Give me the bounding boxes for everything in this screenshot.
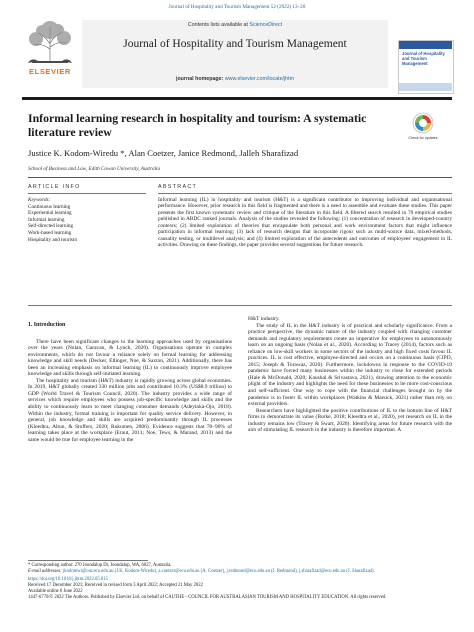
keyword: Work-based learning [28, 229, 72, 236]
abstract-text: Informal learning (IL) in hospitality and tourism (H&T) is a significant contributor to improving individual and organisational performance. However, prior research in this field is fragmented and there is a need to assemble and evaluate these studies. This paper presents the first known systematic review and critique of the literature in this field. A filtered search resulted in 70 empirical studies published in ABDC ranked journals. Analysis of the studies revealed the following: (1) concentration of research in developed-country contexts; (2) limited exploration of theories that encapsulate both personal and work environment factors that might influence participation in informal learning; (3) lack of research designs that incorporate rigour such as multi-source data, mixed-methods, causality testing, or multilevel analysis; and (4) limited exploration of the antecedents and outcomes of employees' engagement in IL activities. Drawing on these findings, the paper provides several suggestions for future research. [158, 197, 452, 249]
affiliation: School of Business and Law, Edith Cowan University, Australia [28, 166, 161, 172]
section-title: 1. Introduction [28, 322, 66, 328]
homepage-link[interactable]: www.elsevier.com/locate/jhtm [224, 76, 295, 82]
sciencedirect-link[interactable]: ScienceDirect [249, 22, 283, 28]
running-header: Journal of Hospitality and Tourism Management 52 (2022) 13–20 [168, 4, 306, 10]
homepage-prefix: journal homepage: [175, 76, 225, 82]
body-paragraph: The study of IL in the H&T industry is of practical and scholarly significance. From a practice perspective, the dynamic nature of the industry coupled with changing customer demands and regulatory requirements create an imperative for employees to autonomously learn on an ongoing basis (Nolan et al., 2020). According to Tracey (2014), factors such as reliance on low-skill workers in some sectors of the industry and high fixed costs favour IL practices. IL is cost effective, employee-directed and occurs on a continuous basis (CIPD, 2015; Joseph & Torawaz, 2020). Furthermore, lockdowns in response to the COVID-19 pandemic have forced many businesses within the industry to close for extended periods (Hale & McDonald, 2020; Kaushal & Srivastava, 2021), drawing attention to the economic plight of the industry and highlights the need for these businesses to be more cost-conscious and self-sufficient. One way to cope with the financial challenges brought on by the pandemic is to foster IL within workplaces (Watkins & Marsick, 2021) rather than rely on external providers. [248, 322, 452, 408]
copyright: 1447-6770/© 2022 The Authors. Published by Elsevier Ltd. on behalf of CAUTHE - COUNCIL FOR AUSTRALASIAN TOURISM AND HOSPITALITY EDUCATION. All rights reserved. [28, 595, 387, 601]
keyword: Continuous learning [28, 203, 71, 210]
abstract-heading: ABSTRACT [158, 184, 198, 190]
body-paragraph: Researchers have highlighted the positive contributions of IL to the bottom line of H&T firms to demonstrate its value (Burke, 2018; Kleedtra et al., 2020), yet research on IL in the industry remains low (Tracey & Swart, 2020). Identifying areas for future research with the aim of stimulating IL research in the industry is therefore important. A [248, 407, 452, 434]
cover-bottom-band [399, 83, 452, 91]
email-links[interactable]: jkodomwi@our.ecu.edu.au (J.K. Kodom-Wiredu), a.coetzer@ecu.edu.au (A. Coetzer), j.redmond@ecu.edu.au (J. Redmond), j.sharafizad@ecu.edu.au (J. Sharafizad). [62, 569, 375, 575]
abstract-end-rule [28, 305, 452, 306]
keyword: Self-directed learning [28, 223, 74, 230]
keyword: Experiential learning [28, 210, 72, 217]
keyword: Hospitality and tourism [28, 236, 77, 243]
footnotes [28, 563, 452, 602]
abstract-rule [158, 193, 452, 194]
elsevier-tree-logo [22, 17, 78, 67]
elsevier-wordmark: ELSEVIER [29, 67, 71, 76]
article-info-heading: ARTICLE INFO [28, 184, 81, 190]
crossmark-label[interactable]: Check for updates [408, 136, 438, 140]
email-addresses [28, 569, 452, 575]
body-column-left [28, 316, 232, 443]
contents-availability [82, 22, 388, 28]
crossmark-icon[interactable] [412, 112, 434, 134]
keywords-label: Keywords: [28, 197, 51, 203]
available-online: Available online 6 June 2022 [28, 589, 83, 595]
article-title: Informal learning research in hospitality and tourism: A systematic literature review [28, 111, 367, 139]
keyword: Informal learning [28, 216, 65, 223]
footnote-rule [28, 560, 148, 561]
cover-title: Journal of Hospitality and Tourism Management [402, 51, 445, 66]
body-paragraph: There have been significant changes to the learning approaches used by organisations over the years (Nolan, Garavan, & Lynch, 2020). Organisations operate in complex environments, which do not favour a reliance solely on formal learning for addressing knowledge and skill needs (Decker, Ellinger, Noe, & Saxton, 2021). Additionally, there has been an increasing emphasis on informal learning (IL) to continuously improve employee knowledge and skills through self-initiated learning. [28, 338, 232, 378]
journal-title[interactable]: Journal of Hospitality and Tourism Management [123, 38, 347, 50]
email-label: E-mail addresses: [28, 569, 63, 575]
doi-url[interactable]: https://doi.org/10.1016/j.jhtm.2022.05.015 [28, 577, 108, 583]
body-paragraph: The hospitality and tourism (H&T) industry is rapidly growing across global economies. In 2019, H&T globally created 330 million jobs and contributed 10.3% (US$8.9 trillion) to GDP (World Travel & Tourism Council, 2020). The industry provides a wide range of services which require employees who possess job-specific knowledge and skills and the ability to continuously learn to meet changing consumer demands (Adeyinka-Ojo, 2018). Within the industry, formal training is important for quality service delivery. However, in general, job knowledge and skills are acquired predominantly through IL processes (Kleedtra, Altun, & Stoffers, 2020; Rukumen, 2006). Evidence suggests that 70–90% of learning takes place at the workplace (Eraut, 2011; Noe, Tews, & Marand, 2013) and the same would be true for employee learning in the [28, 377, 232, 443]
header-rule [22, 97, 452, 100]
contents-prefix: Contents lists available at [187, 22, 250, 28]
keywords-block [28, 197, 146, 243]
journal-homepage [82, 76, 388, 82]
body-paragraph: H&T industry. [248, 316, 280, 322]
front-matter-rule [28, 177, 452, 178]
author-list: Justice K. Kodom-Wiredu *, Alan Coetzer, Janice Redmond, Jalleh Sharafizad [28, 148, 299, 158]
article-info-rule [28, 193, 146, 194]
body-column-right [248, 316, 452, 434]
cover-top-band [399, 41, 452, 49]
article-history: Received 17 December 2021; Received in revised form 3 April 2022; Accepted 21 May 2022 [28, 583, 203, 589]
corresponding-author-note: * Corresponding author. 270 Joondalup Dr, Joondalup, WA, 6027, Australia. [28, 563, 172, 568]
